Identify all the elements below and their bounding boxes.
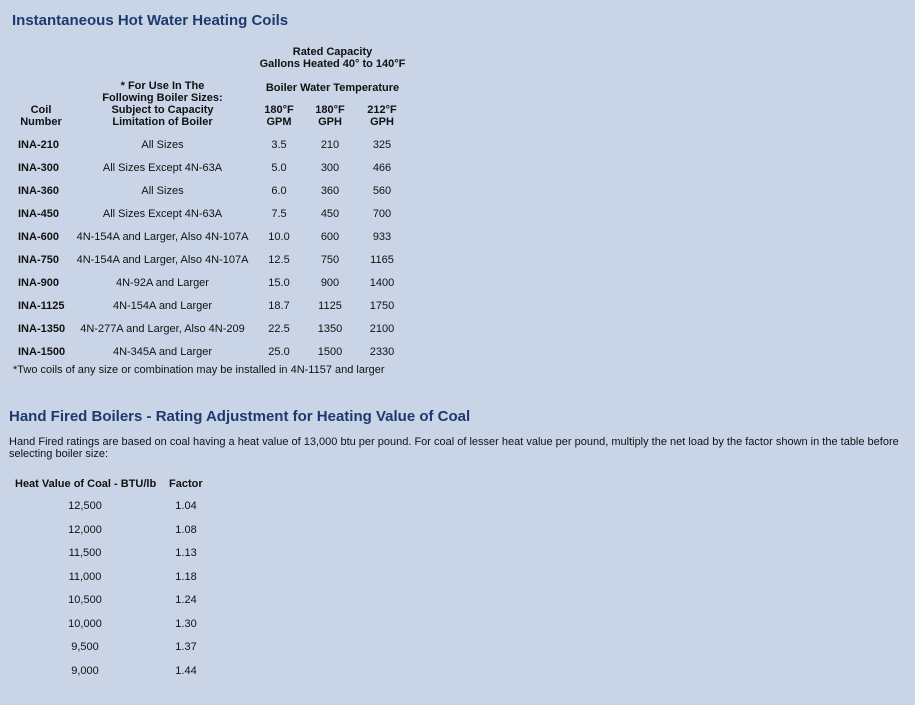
heat-value-header: Heat Value of Coal - BTU/lb	[15, 478, 157, 490]
gph212-header-line-2: GPH	[370, 116, 394, 128]
heat-value-cell: 10,000	[68, 617, 102, 630]
heat-value-cell: 9,500	[71, 641, 99, 653]
coil-row	[0, 300, 450, 316]
gpm-180-cell: 25.0	[268, 346, 290, 358]
gph180-header-line-2: GPH	[318, 116, 342, 128]
coal-row	[0, 571, 260, 587]
gph-180-cell: 900	[320, 277, 340, 289]
boiler-sizes-cell: All Sizes Except 4N-63A	[102, 162, 223, 174]
gpm-180-cell: 15.0	[268, 277, 290, 289]
coal-row	[0, 547, 260, 563]
gph-212-cell: 1400	[369, 277, 395, 289]
coil-row	[0, 254, 450, 270]
rated-capacity-label: Rated Capacity	[292, 46, 373, 58]
coil-row	[0, 277, 450, 293]
coil-number-header	[10, 104, 72, 128]
coal-description: Hand Fired ratings are based on coal having a heat value of 13,000 btu per pound. For coal of lesser heat value per pound, multiply the net load by the factor shown in the table before selecting boiler size:	[9, 436, 899, 460]
factor-cell: 1.13	[175, 547, 197, 559]
coal-row	[0, 641, 260, 657]
gph-212-cell: 1165	[370, 254, 394, 266]
factor-cell: 1.04	[175, 500, 197, 512]
coil-row	[0, 139, 450, 155]
coil-number-cell: INA-600	[18, 231, 59, 243]
rated-capacity-header	[250, 46, 415, 70]
gph-180-cell: 1125	[318, 300, 342, 312]
factor-cell: 1.30	[175, 617, 197, 630]
factor-cell: 1.44	[175, 664, 197, 677]
heat-value-cell: 12,000	[68, 523, 102, 536]
gph-180-cell: 300	[320, 162, 340, 174]
gpm-180-cell: 6.0	[271, 185, 287, 197]
heat-value-cell: 11,000	[68, 570, 102, 583]
gph180-header	[306, 104, 354, 128]
coil-header-line-2: Number	[20, 116, 62, 128]
gph-212-cell: 933	[372, 231, 392, 243]
boiler-sizes-cell: 4N-154A and Larger	[112, 300, 213, 312]
coal-row	[0, 594, 260, 610]
gallons-heated-label: Gallons Heated 40° to 140°F	[259, 58, 406, 70]
for-use-header	[90, 80, 235, 128]
gpm180-header-line-1: 180°F	[264, 104, 294, 116]
for-use-line-4: Limitation of Boiler	[112, 116, 213, 128]
gph-180-cell: 450	[320, 208, 340, 220]
boiler-sizes-cell: 4N-345A and Larger	[112, 346, 213, 358]
gph-180-cell: 1350	[317, 323, 343, 335]
gph212-header-line-1: 212°F	[367, 104, 397, 116]
factor-cell: 1.08	[175, 523, 197, 536]
coil-row	[0, 346, 450, 362]
gpm-180-cell: 22.5	[268, 323, 290, 335]
for-use-line-1: * For Use In The	[120, 80, 205, 92]
coil-number-cell: INA-900	[18, 277, 59, 289]
coil-row	[0, 162, 450, 178]
coal-row	[0, 500, 260, 516]
gpm180-header-line-2: GPM	[266, 116, 292, 128]
for-use-line-3: Subject to Capacity	[111, 104, 214, 116]
coal-row	[0, 618, 260, 634]
boiler-sizes-cell: All Sizes Except 4N-63A	[102, 208, 223, 220]
coil-number-cell: INA-1500	[18, 346, 66, 358]
gph-212-cell: 560	[372, 185, 392, 197]
coal-row	[0, 524, 260, 540]
gph-180-cell: 210	[320, 139, 340, 151]
coil-number-cell: INA-210	[18, 139, 59, 151]
coil-row	[0, 323, 450, 339]
boiler-sizes-cell: 4N-154A and Larger, Also 4N-107A	[76, 254, 249, 266]
gph-180-cell: 360	[320, 185, 340, 197]
boiler-sizes-cell: 4N-92A and Larger	[116, 277, 209, 289]
factor-cell: 1.37	[175, 641, 197, 653]
coil-header-line-1: Coil	[30, 104, 52, 116]
boiler-sizes-cell: All Sizes	[141, 185, 184, 197]
gpm-180-cell: 5.0	[271, 162, 287, 174]
gph-212-cell: 466	[372, 162, 392, 174]
boiler-sizes-cell: All Sizes	[141, 139, 184, 151]
gph-180-cell: 750	[320, 254, 340, 266]
gph-180-cell: 1500	[317, 346, 343, 358]
heat-value-cell: 9,000	[71, 664, 99, 677]
gpm-180-cell: 12.5	[268, 254, 290, 266]
gph-212-cell: 2100	[369, 323, 395, 335]
gpm180-header	[255, 104, 303, 128]
gph-212-cell: 325	[372, 139, 392, 151]
coal-row	[0, 665, 260, 681]
for-use-line-2: Following Boiler Sizes:	[102, 92, 223, 104]
gph-180-cell: 600	[320, 231, 340, 243]
heat-value-cell: 11,500	[68, 547, 102, 559]
heat-value-cell: 12,500	[68, 500, 102, 512]
coil-row	[0, 185, 450, 201]
gpm-180-cell: 18.7	[268, 300, 290, 312]
coil-number-cell: INA-300	[18, 162, 59, 174]
coil-row	[0, 231, 450, 247]
gpm-180-cell: 7.5	[271, 208, 287, 220]
gph-212-cell: 1750	[369, 300, 395, 312]
gpm-180-cell: 10.0	[268, 231, 290, 243]
gph-212-cell: 2330	[369, 346, 395, 358]
boiler-sizes-cell: 4N-154A and Larger, Also 4N-107A	[76, 231, 249, 243]
coal-title: Hand Fired Boilers - Rating Adjustment for Heating Value of Coal	[9, 408, 471, 425]
coil-row	[0, 208, 450, 224]
coils-footnote: *Two coils of any size or combination may be installed in 4N-1157 and larger	[13, 364, 385, 376]
coil-number-cell: INA-750	[18, 254, 59, 266]
factor-header: Factor	[169, 478, 203, 490]
coil-number-cell: INA-450	[18, 208, 59, 220]
boiler-water-temp-header: Boiler Water Temperature	[265, 82, 400, 94]
gpm-180-cell: 3.5	[271, 139, 287, 151]
heat-value-cell: 10,500	[68, 594, 102, 606]
coil-number-cell: INA-1350	[18, 323, 66, 335]
coils-title: Instantaneous Hot Water Heating Coils	[12, 12, 289, 29]
boiler-sizes-cell: 4N-277A and Larger, Also 4N-209	[80, 323, 245, 335]
coil-number-cell: INA-1125	[18, 300, 65, 312]
factor-cell: 1.18	[175, 570, 197, 583]
gph212-header	[358, 104, 406, 128]
factor-cell: 1.24	[175, 594, 197, 606]
gph180-header-line-1: 180°F	[315, 104, 345, 116]
gph-212-cell: 700	[372, 208, 392, 220]
coil-number-cell: INA-360	[18, 185, 59, 197]
